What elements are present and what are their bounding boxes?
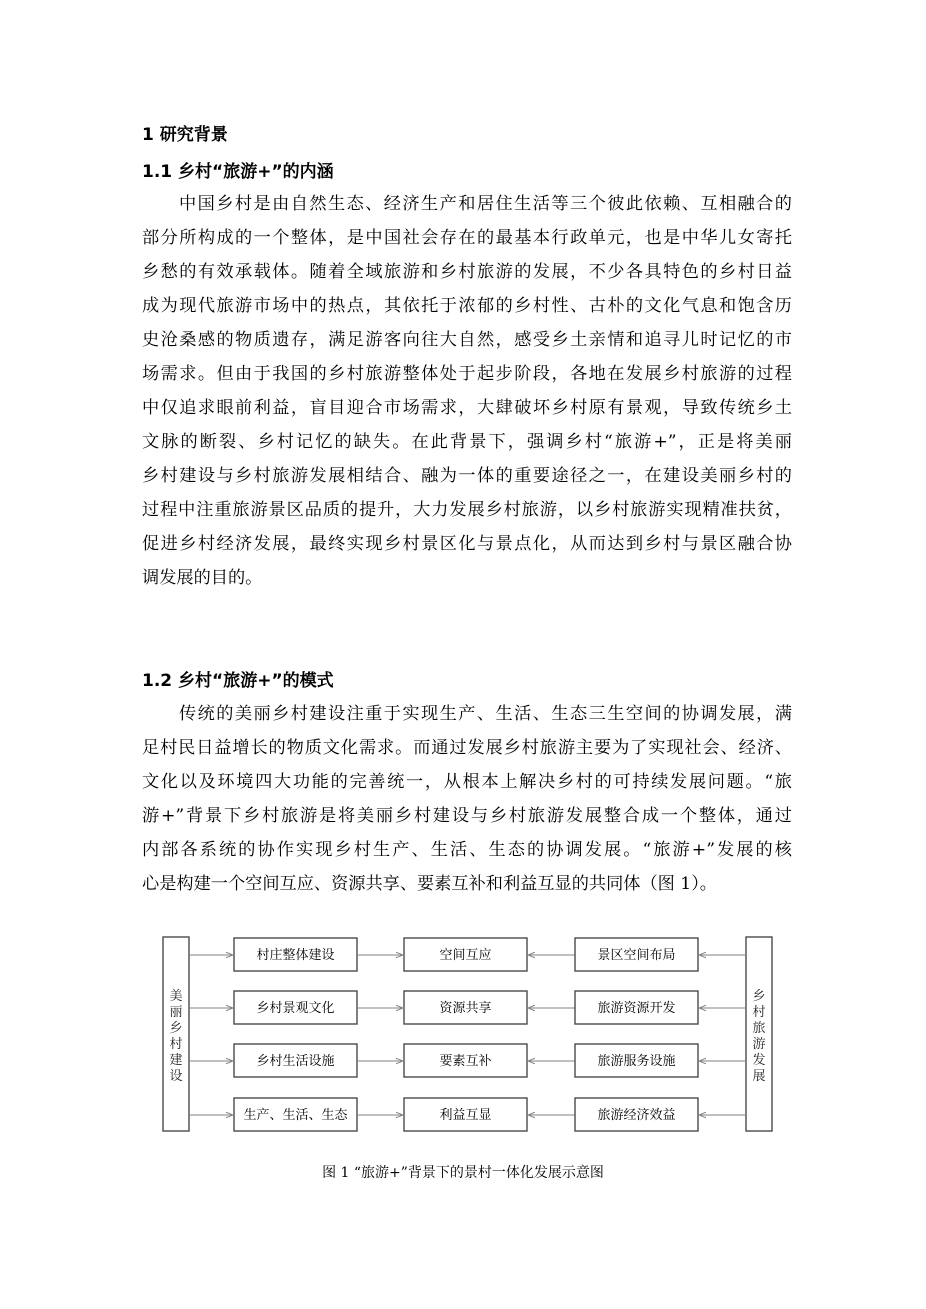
text-line: 乡愁的有效承载体。随着全域旅游和乡村旅游的发展，不少各具特色的乡村日益 [142, 262, 792, 282]
left-bar-label [169, 989, 182, 1084]
label-char: 乡 [752, 989, 766, 1004]
box-label: 旅游经济效益 [597, 1108, 676, 1123]
box-label: 空间互应 [439, 948, 492, 963]
text-line: 乡村建设与乡村旅游发展相结合、融为一体的重要途径之一，在建设美丽乡村的 [142, 466, 792, 486]
text-line: 场需求。但由于我国的乡村旅游整体处于起步阶段，各地在发展乡村旅游的过程 [142, 364, 792, 384]
text-line: 中仅追求眼前利益，盲目迎合市场需求，大肆破坏乡村原有景观，导致传统乡土 [142, 398, 792, 418]
label-char: 村 [752, 1005, 766, 1020]
text-line: 史沧桑感的物质遗存，满足游客向往大自然，感受乡土亲情和追寻儿时记忆的市 [142, 330, 792, 350]
text-line: 促进乡村经济发展，最终实现乡村景区化与景点化，从而达到乡村与景区融合协 [142, 534, 792, 554]
right-bar-label [752, 989, 765, 1084]
text-line: 中国乡村是由自然生态、经济生产和居住生活等三个彼此依赖、互相融合的 [179, 194, 792, 214]
label-char: 设 [169, 1069, 183, 1084]
box-label: 旅游服务设施 [597, 1054, 676, 1069]
box-label: 生产、生活、生态 [243, 1108, 348, 1123]
box-label: 资源共享 [439, 1001, 492, 1016]
text-line: 文脉的断裂、乡村记忆的缺失。在此背景下，强调乡村“旅游+”，正是将美丽 [142, 432, 792, 452]
section-heading-1: 1 研究背景 [142, 125, 228, 145]
label-char: 丽 [169, 1005, 183, 1020]
box-label: 利益互显 [439, 1108, 492, 1123]
box-label: 乡村生活设施 [256, 1054, 335, 1069]
text-line: 心是构建一个空间互应、资源共享、要素互补和利益互显的共同体（图 1）。 [142, 874, 717, 894]
text-line: 传统的美丽乡村建设注重于实现生产、生活、生态三生空间的协调发展，满 [179, 704, 792, 724]
box-label: 景区空间布局 [597, 948, 676, 963]
label-char: 美 [169, 989, 183, 1004]
text-line: 足村民日益增长的物质文化需求。而通过发展乡村旅游主要为了实现社会、经济、 [142, 738, 792, 758]
subsection-heading-1-1: 1.1 乡村“旅游+”的内涵 [142, 162, 334, 182]
label-char: 发 [752, 1053, 766, 1068]
text-line: 内部各系统的协作实现乡村生产、生活、生态的协调发展。“旅游+”发展的核 [142, 840, 792, 860]
label-char: 乡 [169, 1021, 183, 1036]
figure-caption: 图 1 “旅游+”背景下的景村一体化发展示意图 [322, 1165, 604, 1181]
label-char: 建 [169, 1053, 183, 1068]
text-line: 游+”背景下乡村旅游是将美丽乡村建设与乡村旅游发展整合成一个整体，通过 [142, 806, 792, 826]
label-char: 游 [752, 1037, 766, 1052]
text-line: 过程中注重旅游景区品质的提升，大力发展乡村旅游，以乡村旅游实现精准扶贫， [142, 500, 792, 520]
label-char: 展 [752, 1069, 766, 1084]
box-label: 旅游资源开发 [597, 1001, 676, 1016]
text-line: 部分所构成的一个整体，是中国社会存在的最基本行政单元，也是中华儿女寄托 [142, 228, 792, 248]
box-label: 要素互补 [439, 1054, 492, 1069]
label-char: 旅 [752, 1021, 766, 1036]
text-line: 文化以及环境四大功能的完善统一，从根本上解决乡村的可持续发展问题。“旅 [142, 772, 792, 792]
box-label: 村庄整体建设 [256, 948, 335, 963]
label-char: 村 [169, 1037, 183, 1052]
text-line: 成为现代旅游市场中的热点，其依托于浓郁的乡村性、古朴的文化气息和饱含历 [142, 296, 792, 316]
box-label: 乡村景观文化 [256, 1001, 335, 1016]
subsection-heading-1-2: 1.2 乡村“旅游+”的模式 [142, 671, 334, 691]
text-line: 调发展的目的。 [142, 568, 263, 588]
